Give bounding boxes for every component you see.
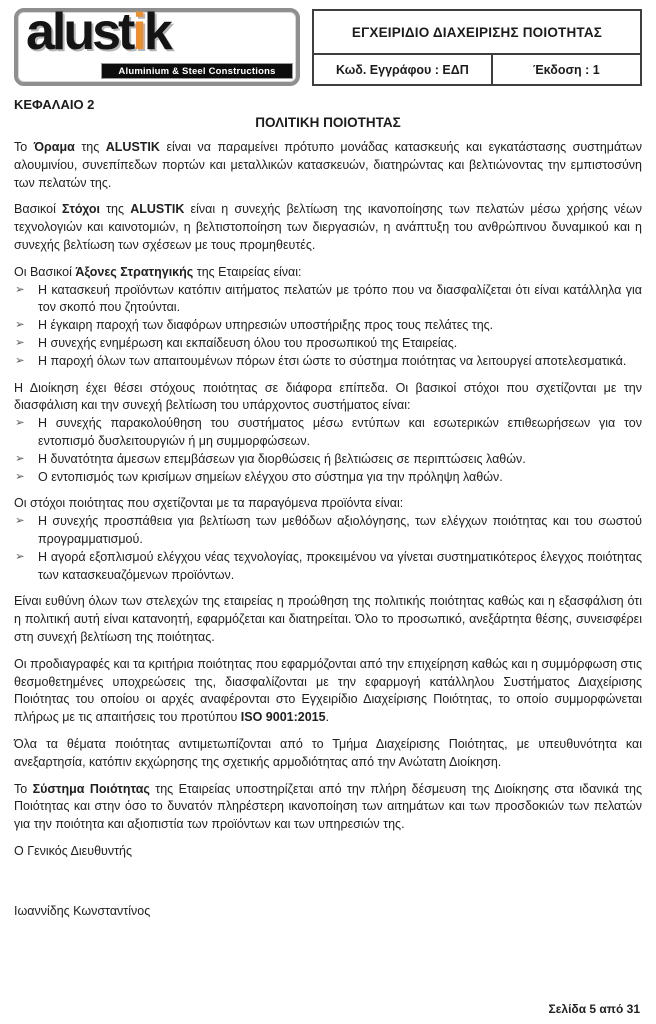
arrow-bullet-icon: ➢	[15, 283, 25, 296]
product-goals-intro: Οι στόχοι ποιότητας που σχετίζονται με τα παραγόμενα προϊόντα είναι:	[14, 496, 404, 511]
page-number: Σελίδα 5 από 31	[548, 1002, 640, 1016]
bullet-text: Η συνεχής προσπάθεια για βελτίωση των μεθόδων αξιολόγησης, των ελέγχων ποιότητας και του σωστού προγραμματισμού.	[38, 514, 642, 546]
document-version: Έκδοση : 1	[533, 62, 600, 77]
bullet-item	[14, 549, 642, 585]
strategy-bullets	[14, 282, 642, 371]
brand-text-pre: alust	[26, 3, 133, 61]
logo-tagline	[101, 63, 293, 79]
manual-title: ΕΓΧΕΙΡΙΔΙΟ ΔΙΑΧΕΙΡΙΣΗΣ ΠΟΙΟΤΗΤΑΣ	[314, 11, 640, 55]
strategy-intro: Οι Βασικοί Άξονες Στρατηγικής της Εταιρείας είναι:	[14, 264, 302, 279]
system-goals-bullets	[14, 415, 642, 486]
arrow-bullet-icon: ➢	[15, 470, 25, 483]
bullet-item	[14, 469, 642, 487]
bullet-text: Ο εντοπισμός των κρισίμων σημείων ελέγχου στο σύστημα για την πρόληψη λαθών.	[38, 469, 503, 484]
arrow-bullet-icon: ➢	[15, 336, 25, 349]
arrow-bullet-icon: ➢	[15, 452, 25, 465]
arrow-bullet-icon: ➢	[15, 550, 25, 563]
signatory-name: Ιωαννίδης Κωνσταντίνος	[14, 903, 151, 918]
specifications-paragraph: Οι προδιαγραφές και τα κριτήρια ποιότητας που εφαρμόζονται από την επιχείρηση καθώς και η συμμόρφωση στις θεσμοθετημένες υποχρεώσεις της, διασφαλίζονται με την εφαρμογή κατάλληλου Συστήματος Διαχείρισης Ποιότητας του οποίου οι αρχές αναφέρονται στο Εγχειρίδιο Διαχείρισης Ποιότητας, το οποίο συμμορφώνεται πλήρως με τις απαιτήσεις του προτύπου ISO 9001:2015.	[14, 656, 642, 725]
header-info-table	[312, 9, 642, 86]
bullet-item	[14, 317, 642, 335]
bullet-item	[14, 415, 642, 451]
system-goals-intro: Η Διοίκηση έχει θέσει στόχους ποιότητας σε διάφορα επίπεδα. Οι βασικοί στόχοι που σχετίζονται με την διασφάλιση και την συνεχή βελτίωση του υπάρχοντος συστήματος είναι:	[14, 380, 642, 413]
chapter-label: ΚΕΦΑΛΑΙΟ 2	[14, 97, 95, 112]
bullet-text: Η κατασκευή προϊόντων κατόπιν αιτήματος πελατών με τρόπο που να διασφαλίζεται ότι είναι κατάλληλα για τον σκοπό που ζητούνται.	[38, 282, 642, 315]
document-body	[14, 139, 642, 920]
bullet-item	[14, 451, 642, 469]
bullet-item	[14, 513, 642, 549]
bullet-text: Η συνεχής παρακολούθηση του συστήματος μέσω εντύπων και εσωτερικών επιθεωρήσεων για τον εντοπισμό δυσλειτουργιών ή μη συμμορφώσεων.	[38, 416, 642, 448]
bullet-item	[14, 282, 642, 318]
objectives-paragraph: Βασικοί Στόχοι της ALUSTIK είναι η συνεχής βελτίωση της ικανοποίησης των πελατών μέσω χρήσης νέων τεχνολογιών και καινοτομιών, η βελτιστοποίηση των διεργασιών, η ανάπτυξη του ανθρώπινου δυναμικού και η συνεχής βελτίωση των σχέσεων με τους προμηθευτές.	[14, 202, 642, 252]
arrow-bullet-icon: ➢	[15, 319, 25, 332]
brand-wordmark	[26, 2, 170, 62]
arrow-bullet-icon: ➢	[15, 515, 25, 528]
brand-letter-i: i	[132, 3, 144, 61]
company-logo	[14, 3, 300, 86]
quality-system-paragraph: Το Σύστημα Ποιότητας της Εταιρείας υποστηρίζεται από την πλήρη δέσμευση της Διοίκησης στα ιδανικά της Ποιότητας και στην όσο το δυνατόν πληρέστερη ικανοποίηση των αιτημάτων και των προσδοκιών των πελατών για την ποιότητα και αξιοπιστία των προϊόντων και των υπηρεσιών της.	[14, 781, 643, 832]
signature-title: Ο Γενικός Διευθυντής	[14, 843, 133, 858]
bullet-text: Η παροχή όλων των απαιτουμένων πόρων έτσι ώστε το σύστημα ποιότητας να λειτουργεί αποτελεσματικά.	[38, 353, 627, 368]
responsibility-paragraph: Είναι ευθύνη όλων των στελεχών της εταιρείας η προώθηση της πολιτικής ποιότητας καθώς και η εξασφάλιση ότι η πολιτική αυτή είναι κατανοητή, εφαρμόζεται και διατηρείται. Όλο το προσωπικό, ανεξάρτητα θέσης, συνεισφέρει στη συνεχή βελτίωση της ποιότητας.	[14, 594, 642, 644]
document-code: Κωδ. Εγγράφου : ΕΔΠ	[314, 55, 493, 84]
page-title: ΠΟΛΙΤΙΚΗ ΠΟΙΟΤΗΤΑΣ	[255, 115, 401, 130]
arrow-bullet-icon: ➢	[15, 417, 25, 430]
arrow-bullet-icon: ➢	[15, 354, 25, 367]
page-header	[14, 3, 642, 86]
product-goals-bullets	[14, 513, 642, 584]
logo-tagline-text: Aluminium & Steel Constructions	[118, 65, 276, 77]
quality-dept-paragraph: Όλα τα θέματα ποιότητας αντιμετωπίζονται από το Τμήμα Διαχείρισης Ποιότητας, με υπευθυνότητα και ανεξαρτησία, κατόπιν εκχώρησης της σχετικής αρμοδιότητας από την Ανώτατη Διοίκηση.	[14, 736, 642, 769]
vision-paragraph: Το Όραμα της ALUSTIK είναι να παραμείνει πρότυπο μονάδας κατασκευής και εγκατάστασης συστημάτων αλουμινίου, συνεπίπεδων πορτών και μεταλλικών κατασκευών, διατηρώντας και βελτιώνοντας την εμπιστοσύνη των πελατών της.	[14, 140, 642, 190]
bullet-item	[14, 353, 642, 371]
header-table-bottom-row	[314, 55, 640, 84]
document-body-wrapper	[14, 97, 642, 920]
bullet-item	[14, 335, 642, 353]
brand-text-post: k	[143, 3, 170, 61]
bullet-text: Η αγορά εξοπλισμού ελέγχου νέας τεχνολογίας, προκειμένου να γίνεται συστηματικότερος έλεγχος ποιότητας των κατασκευαζόμενων προϊόντων.	[38, 549, 642, 582]
bullet-text: Η έγκαιρη παροχή των διαφόρων υπηρεσιών υποστήριξης προς τους πελάτες της.	[38, 318, 494, 333]
bullet-text: Η δυνατότητα άμεσων επεμβάσεων για διορθώσεις ή βελτιώσεις σε περιπτώσεις λαθών.	[38, 451, 526, 466]
bullet-text: Η συνεχής ενημέρωση και εκπαίδευση όλου του προσωπικού της Εταιρείας.	[38, 335, 458, 350]
